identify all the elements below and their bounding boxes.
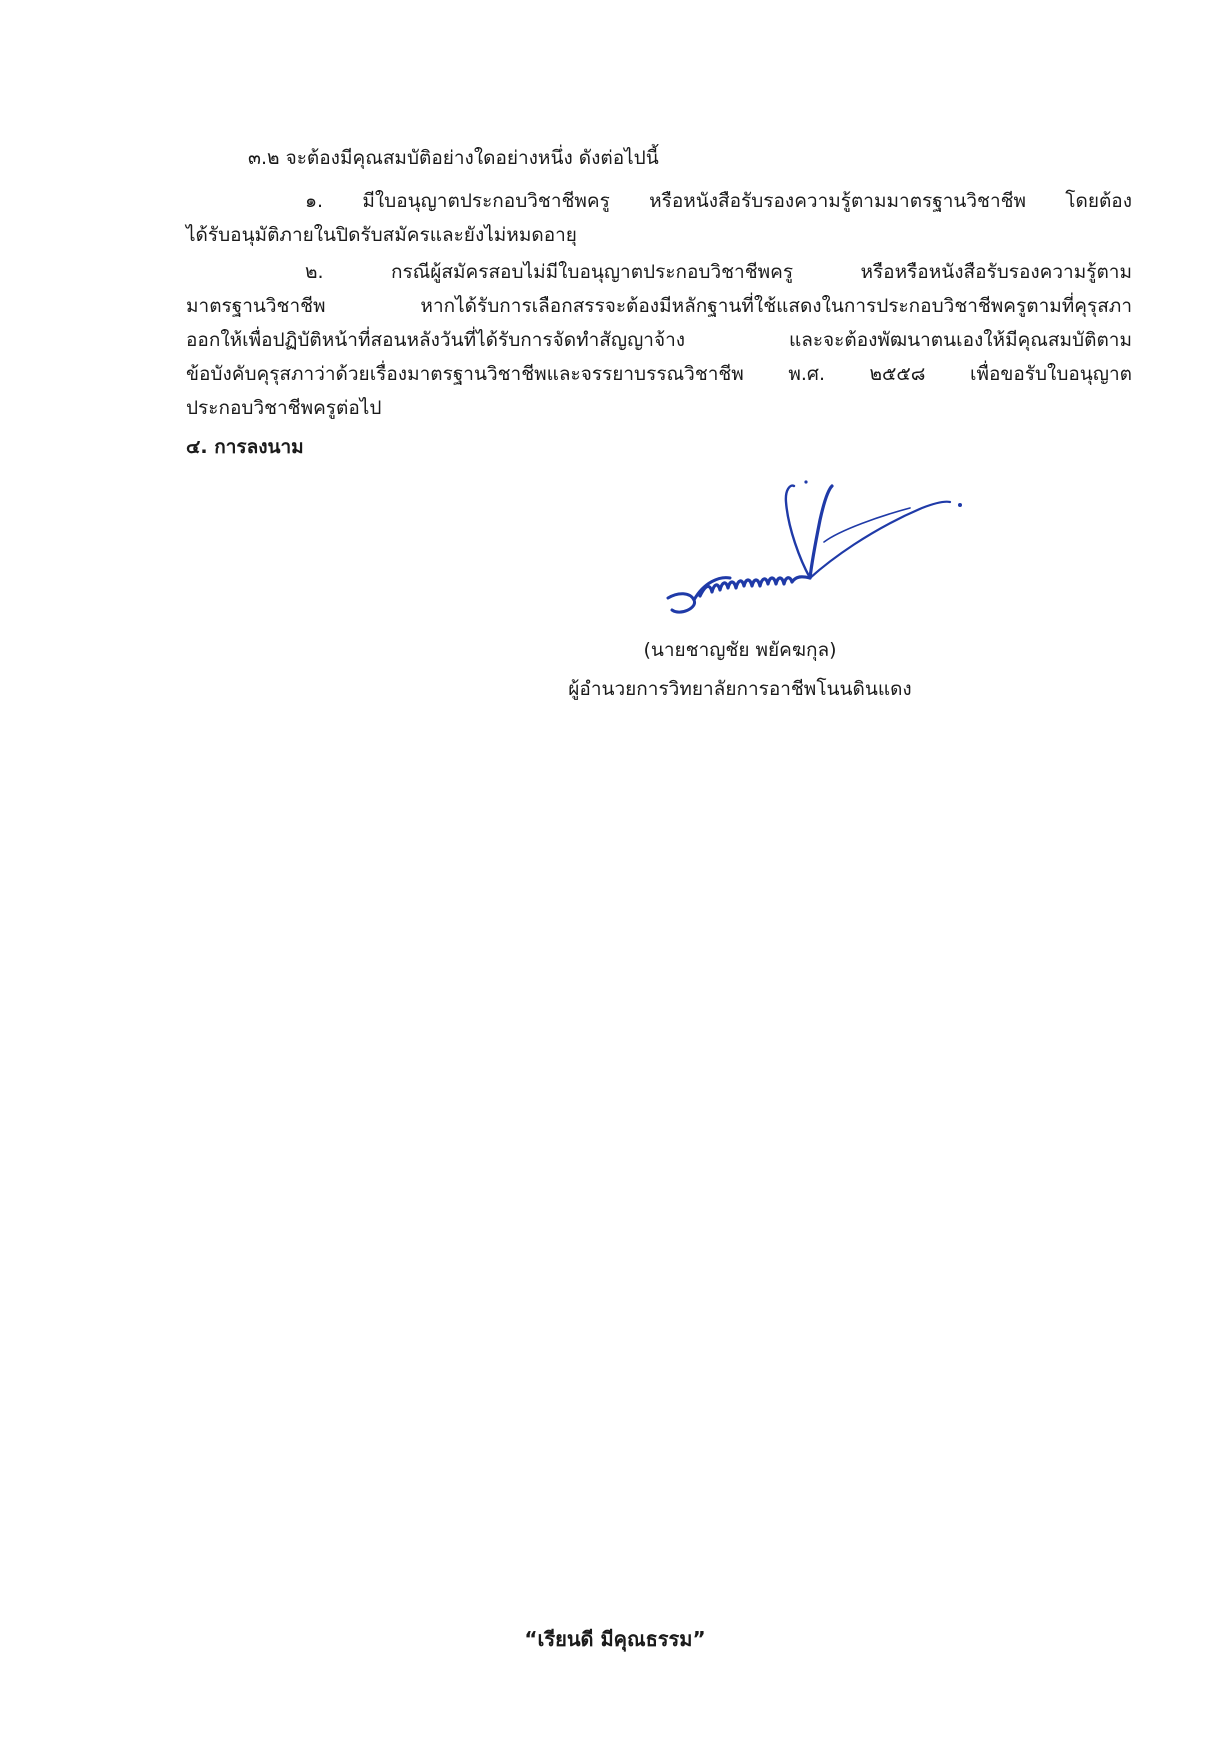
- footer-motto: “เรียนดี มีคุณธรรม”: [524, 1627, 706, 1651]
- signatory-title: ผู้อำนวยการวิทยาลัยการอาชีพโนนดินแดง: [568, 678, 912, 700]
- item-1-line-2: ได้รับอนุมัติภายในปิดรับสมัครและยังไม่หมดอายุ: [186, 224, 577, 246]
- item-1-line-1: ๑. มีใบอนุญาตประกอบวิชาชีพครู หรือหนังสือรับรองความรู้ตามมาตรฐานวิชาชีพ โดยต้อง: [305, 190, 1132, 212]
- item-2-line-4: ข้อบังคับคุรุสภาว่าด้วยเรื่องมาตรฐานวิชาชีพและจรรยาบรรณวิชาชีพ พ.ศ. ๒๕๕๘ เพื่อขอรับใบอนุญาต: [186, 363, 1132, 385]
- item-2-line-2: มาตรฐานวิชาชีพ หากได้รับการเลือกสรรจะต้องมีหลักฐานที่ใช้แสดงในการประกอบวิชาชีพครูตามที่คุรุสภา: [186, 295, 1132, 317]
- item-2-line-3: ออกให้เพื่อปฏิบัติหน้าที่สอนหลังวันที่ได้รับการจัดทำสัญญาจ้าง และจะต้องพัฒนาตนเองให้มีคุณสมบัติตาม: [186, 329, 1132, 351]
- section-4-heading: ๔. การลงนาม: [186, 436, 304, 458]
- section-3-2-heading: ๓.๒ จะต้องมีคุณสมบัติอย่างใดอย่างหนึ่ง ดังต่อไปนี้: [248, 147, 659, 169]
- signature-image: [660, 480, 980, 630]
- signatory-name: (นายชาญชัย พยัคฆกุล): [643, 639, 837, 661]
- item-2-line-5: ประกอบวิชาชีพครูต่อไป: [186, 397, 382, 419]
- item-2-line-1: ๒. กรณีผู้สมัครสอบไม่มีใบอนุญาตประกอบวิชาชีพครู หรือหรือหนังสือรับรองความรู้ตาม: [305, 261, 1132, 283]
